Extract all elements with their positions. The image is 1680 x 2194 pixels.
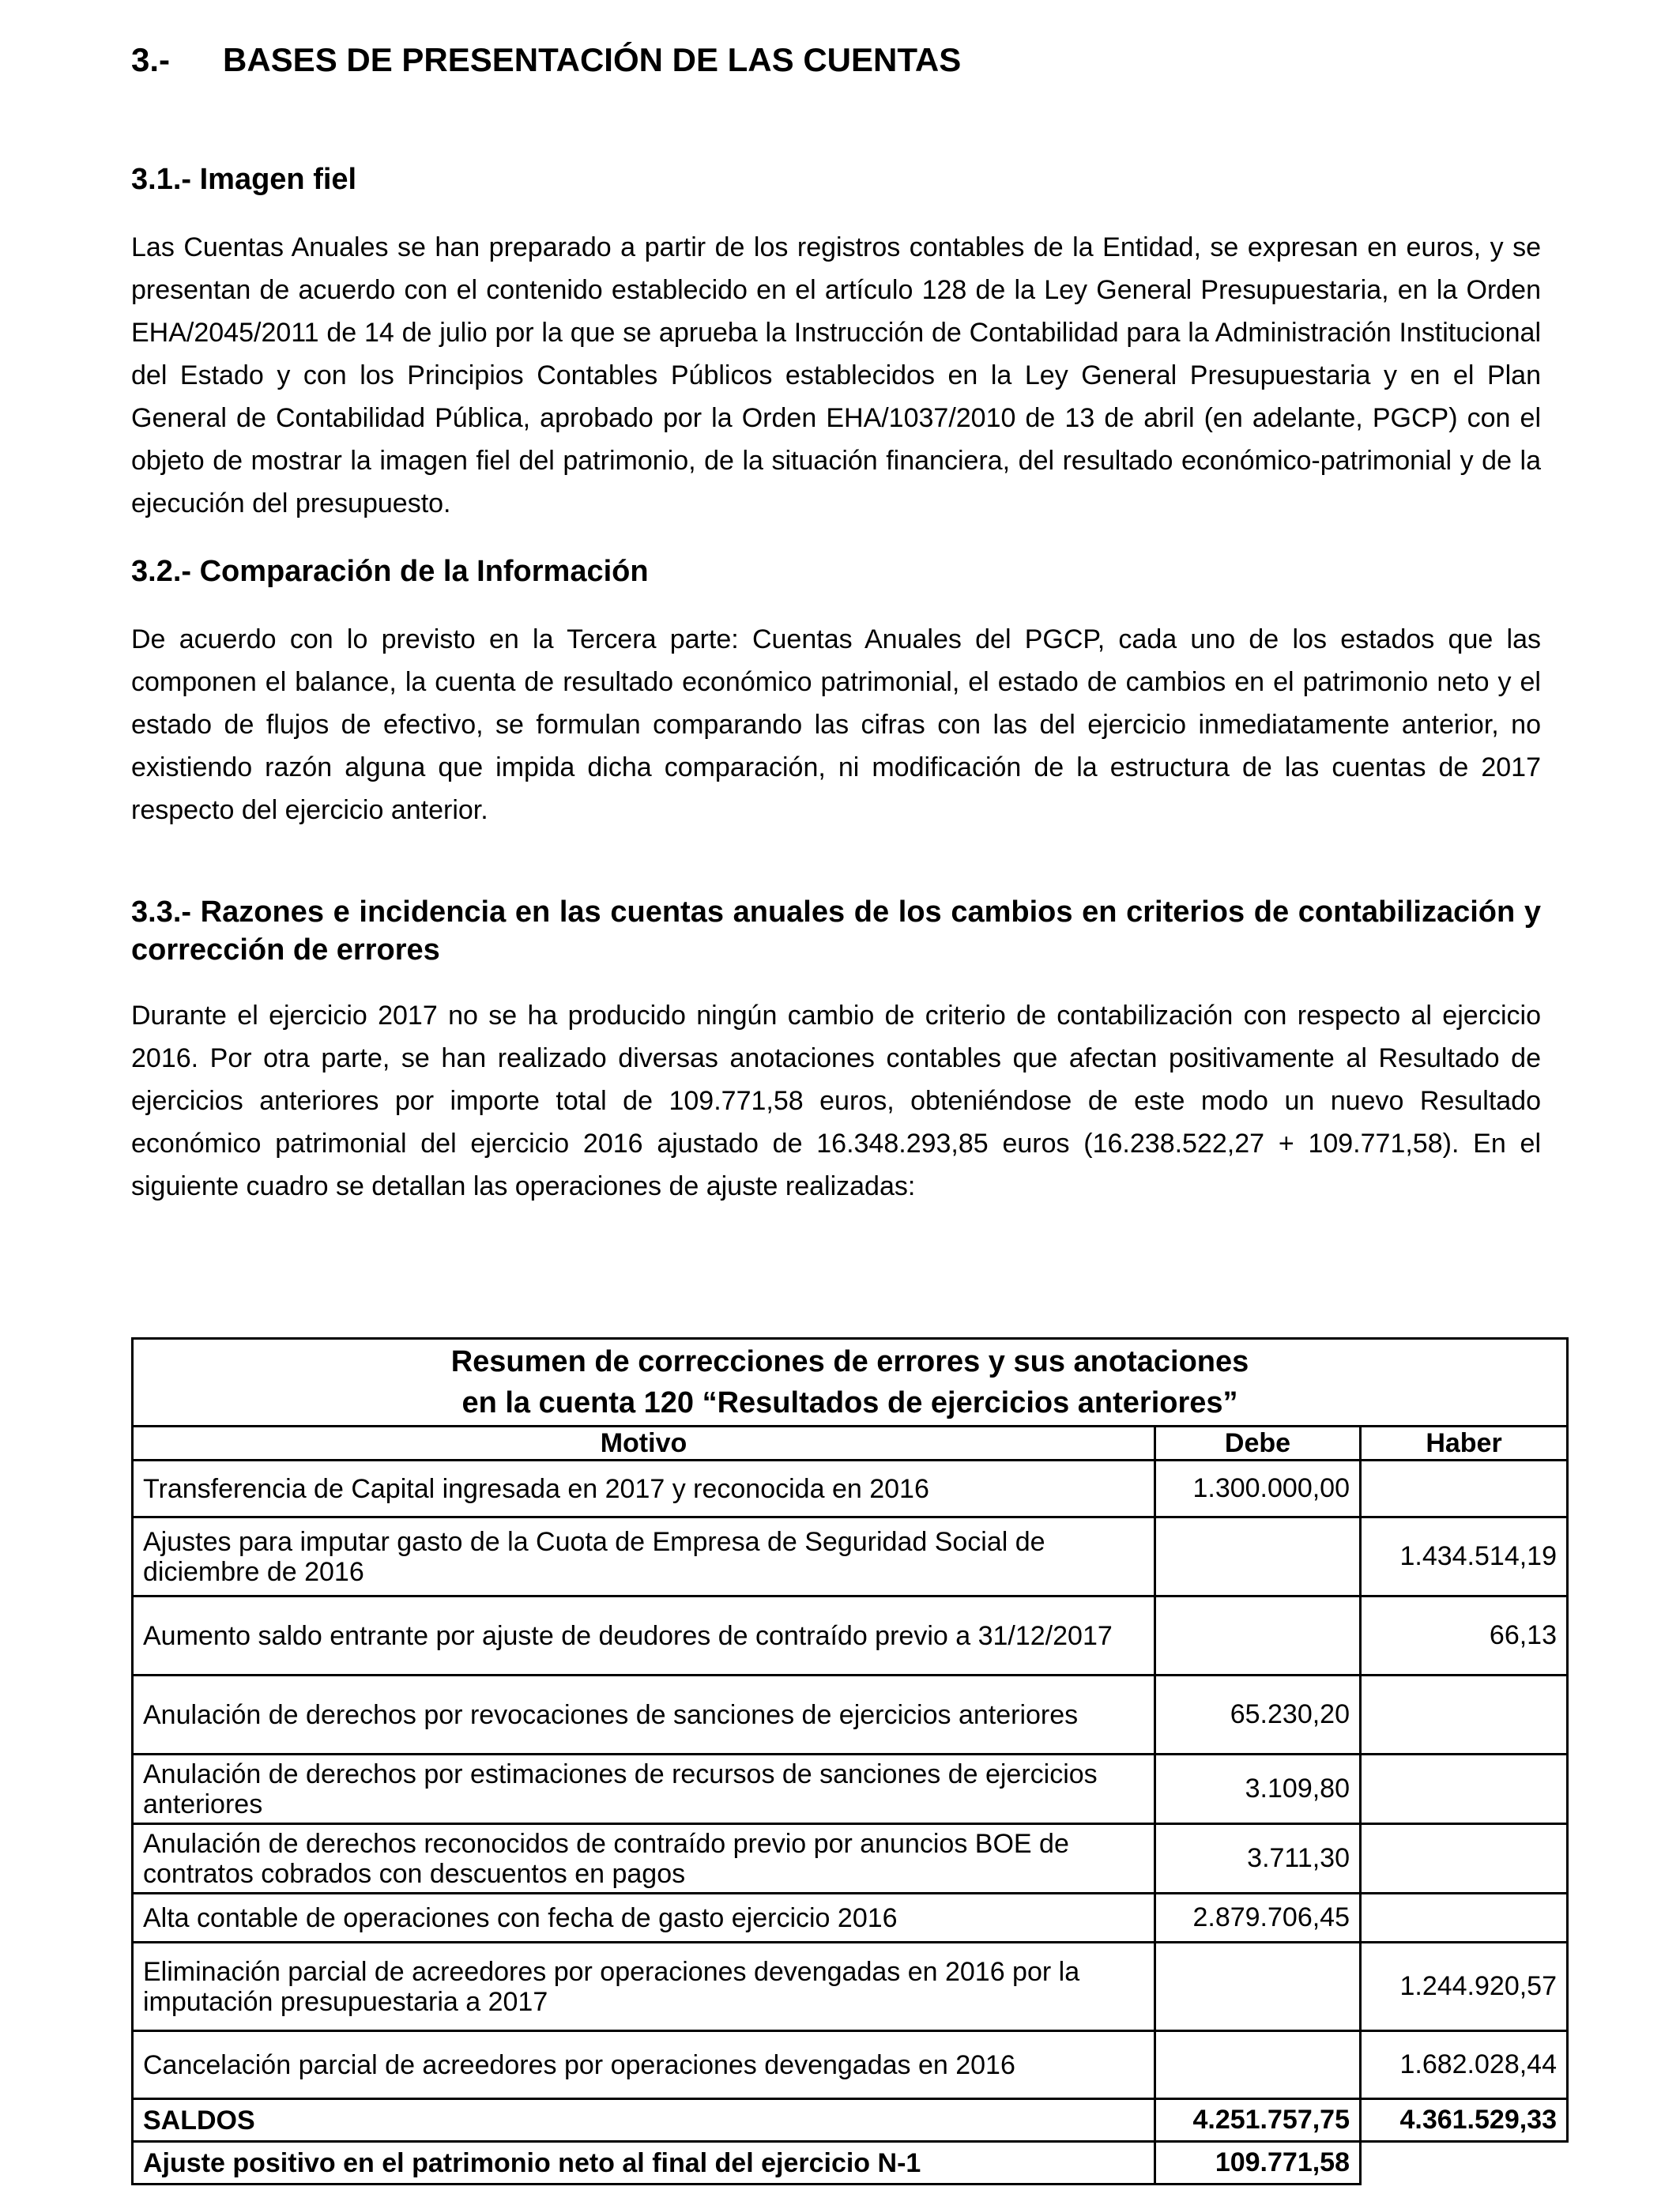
totals-row xyxy=(133,2099,1568,2142)
row-debe xyxy=(1155,1943,1361,2031)
row-haber xyxy=(1361,1461,1568,1517)
table-header-row xyxy=(133,1427,1568,1461)
row-motivo: Anulación de derechos por estimaciones de recursos de sanciones de ejercicios anteriores xyxy=(133,1755,1155,1824)
paragraph-comparacion: De acuerdo con lo previsto en la Tercera parte: Cuentas Anuales del PGCP, cada uno de los estados que las componen el balance, la cuenta de resultado económico patrimonial, el estado de cambios en el patrimonio neto y el estado de flujos de efectivo, se formulan comparando las cifras con las del ejercicio inmediatamente anterior, no existiendo razón alguna que impida dicha comparación, ni modificación de la estructura de las cuentas de 2017 respecto del ejercicio anterior. xyxy=(131,624,1541,825)
table-row xyxy=(133,1943,1568,2031)
section-title: BASES DE PRESENTACIÓN DE LAS CUENTAS xyxy=(223,41,962,78)
table-row xyxy=(133,1755,1568,1824)
row-motivo: Aumento saldo entrante por ajuste de deudores de contraído previo a 31/12/2017 xyxy=(133,1596,1155,1676)
row-haber: 1.682.028,44 xyxy=(1361,2031,1568,2099)
table-row xyxy=(133,1824,1568,1894)
subsection-heading-cambios-criterios: 3.3.- Razones e incidencia en las cuentas anuales de los cambios en criterios de contabilización y corrección de errores xyxy=(131,895,1541,967)
row-motivo: Eliminación parcial de acreedores por operaciones devengadas en 2016 por la imputación presupuestaria a 2017 xyxy=(133,1943,1155,2031)
row-debe: 2.879.706,45 xyxy=(1155,1894,1361,1943)
corrections-summary-table xyxy=(131,1337,1569,2185)
table-row xyxy=(133,1517,1568,1596)
table-row xyxy=(133,1894,1568,1943)
subsection-heading-imagen-fiel: 3.1.- Imagen fiel xyxy=(131,163,357,196)
saldos-label: SALDOS xyxy=(133,2099,1155,2142)
row-debe: 1.300.000,00 xyxy=(1155,1461,1361,1517)
row-haber: 1.434.514,19 xyxy=(1361,1517,1568,1596)
row-haber: 1.244.920,57 xyxy=(1361,1943,1568,2031)
row-debe xyxy=(1155,1517,1361,1596)
section-heading xyxy=(131,41,961,79)
row-debe: 3.711,30 xyxy=(1155,1824,1361,1894)
table-row xyxy=(133,1676,1568,1755)
section-number: 3.- xyxy=(131,41,171,78)
table-title-line-1: Resumen de correcciones de errores y sus anotaciones xyxy=(450,1345,1249,1378)
column-header-haber: Haber xyxy=(1361,1427,1568,1461)
row-motivo: Anulación de derechos por revocaciones de sanciones de ejercicios anteriores xyxy=(133,1676,1155,1755)
row-motivo: Cancelación parcial de acreedores por operaciones devengadas en 2016 xyxy=(133,2031,1155,2099)
row-debe xyxy=(1155,1596,1361,1676)
saldos-debe: 4.251.757,75 xyxy=(1155,2099,1361,2142)
table-title-line-2: en la cuenta 120 “Resultados de ejercicios anteriores” xyxy=(461,1386,1238,1419)
paragraph-imagen-fiel: Las Cuentas Anuales se han preparado a partir de los registros contables de la Entidad, se expresan en euros, y se presentan de acuerdo con el contenido establecido en el artículo 128 de la Ley General Presupuestaria, en la Orden EHA/2045/2011 de 14 de julio por la que se aprueba la Instrucción de Contabilidad para la Administración Institucional del Estado y con los Principios Contables Públicos establecidos en la Ley General Presupuestaria y en el Plan General de Contabilidad Pública, aprobado por la Orden EHA/1037/2010 de 13 de abril (en adelante, PGCP) con el objeto de mostrar la imagen fiel del patrimonio, de la situación financiera, del resultado económico-patrimonial y de la ejecución del presupuesto. xyxy=(131,232,1541,518)
table-row xyxy=(133,1461,1568,1517)
row-motivo: Anulación de derechos reconocidos de contraído previo por anuncios BOE de contratos cobrados con descuentos en pagos xyxy=(133,1824,1155,1894)
row-haber: 66,13 xyxy=(1361,1596,1568,1676)
row-motivo: Transferencia de Capital ingresada en 2017 y reconocida en 2016 xyxy=(133,1461,1155,1517)
row-debe xyxy=(1155,2031,1361,2099)
subsection-heading-comparacion: 3.2.- Comparación de la Información xyxy=(131,555,649,588)
row-motivo: Alta contable de operaciones con fecha de gasto ejercicio 2016 xyxy=(133,1894,1155,1943)
saldos-haber: 4.361.529,33 xyxy=(1361,2099,1568,2142)
ajuste-empty-cell xyxy=(1361,2142,1568,2185)
row-haber xyxy=(1361,1824,1568,1894)
table-row xyxy=(133,1596,1568,1676)
table-row xyxy=(133,2031,1568,2099)
column-header-motivo: Motivo xyxy=(133,1427,1155,1461)
row-haber xyxy=(1361,1676,1568,1755)
column-header-debe: Debe xyxy=(1155,1427,1361,1461)
row-debe: 3.109,80 xyxy=(1155,1755,1361,1824)
row-debe: 65.230,20 xyxy=(1155,1676,1361,1755)
ajuste-debe: 109.771,58 xyxy=(1155,2142,1361,2185)
table-title xyxy=(133,1339,1568,1427)
table-title-row xyxy=(133,1339,1568,1427)
row-motivo: Ajustes para imputar gasto de la Cuota de Empresa de Seguridad Social de diciembre de 2016 xyxy=(133,1517,1155,1596)
adjustment-row xyxy=(133,2142,1568,2185)
row-haber xyxy=(1361,1894,1568,1943)
paragraph-cambios-criterios: Durante el ejercicio 2017 no se ha producido ningún cambio de criterio de contabilización con respecto al ejercicio 2016. Por otra parte, se han realizado diversas anotaciones contables que afectan positivamente al Resultado de ejercicios anteriores por importe total de 109.771,58 euros, obteniéndose de este modo un nuevo Resultado económico patrimonial del ejercicio 2016 ajustado de 16.348.293,85 euros (16.238.522,27 + 109.771,58). En el siguiente cuadro se detallan las operaciones de ajuste realizadas: xyxy=(131,1001,1541,1201)
ajuste-label: Ajuste positivo en el patrimonio neto al final del ejercicio N-1 xyxy=(133,2142,1155,2185)
row-haber xyxy=(1361,1755,1568,1824)
